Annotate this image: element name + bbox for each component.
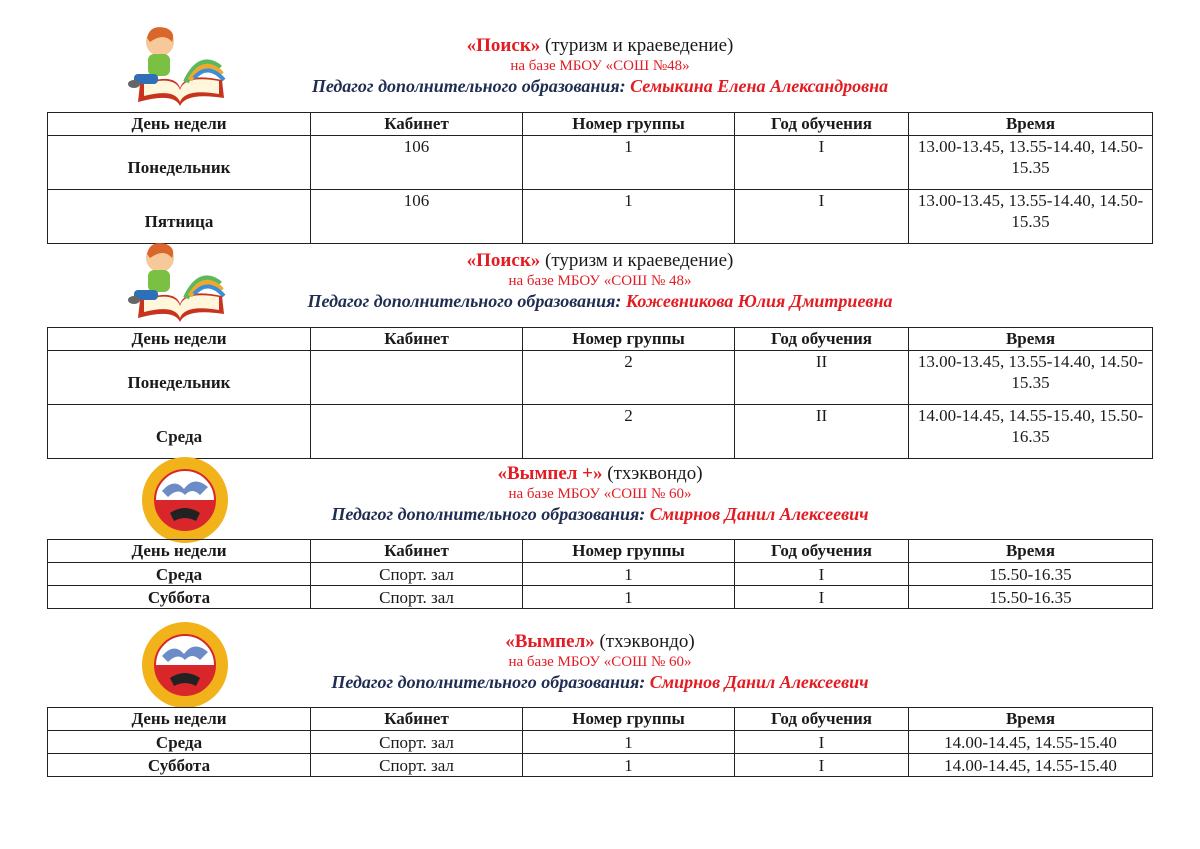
time-cell: 14.00-14.45, 14.55-15.40 (909, 731, 1153, 754)
year-cell: I (735, 136, 909, 190)
column-header: Кабинет (311, 708, 523, 731)
club-subtitle: (тхэквондо) (602, 463, 703, 484)
section-title-line (0, 35, 1200, 57)
club-subtitle: (тхэквондо) (594, 631, 695, 652)
room-cell (311, 405, 523, 459)
column-header: Номер группы (523, 328, 735, 351)
club-name: «Поиск» (466, 250, 541, 271)
table-row (48, 754, 1153, 777)
teacher-name: Кожевникова Юлия Дмитриевна (625, 291, 893, 311)
schedule-table (47, 112, 1153, 244)
table-row (48, 586, 1153, 609)
column-header: День недели (48, 328, 311, 351)
school-base: на базе МБОУ «СОШ № 60» (508, 486, 692, 502)
column-header: Кабинет (311, 328, 523, 351)
year-cell: II (735, 405, 909, 459)
table-header-row (48, 328, 1153, 351)
column-header: Время (909, 113, 1153, 136)
table-row (48, 136, 1153, 190)
day-cell: Суббота (48, 586, 311, 609)
table-row (48, 190, 1153, 244)
column-header: День недели (48, 708, 311, 731)
column-header: Номер группы (523, 113, 735, 136)
time-cell: 15.50-16.35 (909, 586, 1153, 609)
room-cell: 106 (311, 190, 523, 244)
section-title-line (0, 631, 1200, 653)
year-cell: II (735, 351, 909, 405)
table-header-row (48, 708, 1153, 731)
section-title-line (0, 463, 1200, 485)
school-base: на базе МБОУ «СОШ №48» (510, 58, 690, 74)
column-header: Номер группы (523, 540, 735, 563)
table-row (48, 351, 1153, 405)
teacher-name: Смирнов Данил Алексеевич (649, 504, 869, 524)
club-name: «Поиск» (466, 35, 541, 56)
room-cell: Спорт. зал (311, 586, 523, 609)
column-header: Кабинет (311, 113, 523, 136)
group-cell: 1 (523, 563, 735, 586)
club-name: «Вымпел» (505, 631, 595, 652)
table-header-row (48, 113, 1153, 136)
column-header: День недели (48, 113, 311, 136)
section-header (0, 250, 1200, 312)
column-header: Год обучения (735, 540, 909, 563)
schedule-table (47, 707, 1153, 777)
day-cell: Среда (48, 731, 311, 754)
year-cell: I (735, 563, 909, 586)
teacher-line (0, 671, 1200, 693)
club-subtitle: (туризм и краеведение) (540, 35, 734, 56)
day-cell: Среда (48, 405, 311, 459)
teacher-name: Смирнов Данил Алексеевич (649, 672, 869, 692)
column-header: Время (909, 708, 1153, 731)
time-cell: 14.00-14.45, 14.55-15.40, 15.50-16.35 (909, 405, 1153, 459)
column-header: Время (909, 328, 1153, 351)
time-cell: 13.00-13.45, 13.55-14.40, 14.50-15.35 (909, 351, 1153, 405)
year-cell: I (735, 754, 909, 777)
table-row (48, 405, 1153, 459)
club-name: «Вымпел +» (497, 463, 603, 484)
school-base: на базе МБОУ «СОШ № 60» (508, 654, 692, 670)
table-row (48, 563, 1153, 586)
schedule-table (47, 327, 1153, 459)
group-cell: 1 (523, 586, 735, 609)
teacher-line (0, 75, 1200, 97)
club-subtitle: (туризм и краеведение) (540, 250, 734, 271)
day-cell: Среда (48, 563, 311, 586)
column-header: День недели (48, 540, 311, 563)
group-cell: 1 (523, 754, 735, 777)
group-cell: 1 (523, 731, 735, 754)
time-cell: 13.00-13.45, 13.55-14.40, 14.50-15.35 (909, 136, 1153, 190)
teacher-label: Педагог дополнительного образования: (311, 76, 631, 96)
time-cell: 13.00-13.45, 13.55-14.40, 14.50-15.35 (909, 190, 1153, 244)
column-header: Год обучения (735, 708, 909, 731)
day-cell: Понедельник (48, 351, 311, 405)
schedule-table (47, 539, 1153, 609)
teacher-label: Педагог дополнительного образования: (307, 291, 626, 311)
group-cell: 2 (523, 405, 735, 459)
room-cell: Спорт. зал (311, 754, 523, 777)
time-cell: 14.00-14.45, 14.55-15.40 (909, 754, 1153, 777)
teacher-label: Педагог дополнительного образования: (331, 672, 650, 692)
day-cell: Суббота (48, 754, 311, 777)
group-cell: 2 (523, 351, 735, 405)
teacher-line (0, 290, 1200, 312)
table-row (48, 731, 1153, 754)
day-cell: Пятница (48, 190, 311, 244)
room-cell: Спорт. зал (311, 731, 523, 754)
section-header (0, 35, 1200, 97)
section-header (0, 463, 1200, 525)
table-header-row (48, 540, 1153, 563)
section-header (0, 631, 1200, 693)
room-cell (311, 351, 523, 405)
group-cell: 1 (523, 190, 735, 244)
room-cell: 106 (311, 136, 523, 190)
column-header: Год обучения (735, 113, 909, 136)
teacher-name: Семыкина Елена Александровна (630, 76, 889, 96)
year-cell: I (735, 190, 909, 244)
teacher-label: Педагог дополнительного образования: (331, 504, 650, 524)
column-header: Год обучения (735, 328, 909, 351)
year-cell: I (735, 586, 909, 609)
column-header: Номер группы (523, 708, 735, 731)
room-cell: Спорт. зал (311, 563, 523, 586)
group-cell: 1 (523, 136, 735, 190)
day-cell: Понедельник (48, 136, 311, 190)
school-base: на базе МБОУ «СОШ № 48» (508, 273, 692, 289)
column-header: Время (909, 540, 1153, 563)
time-cell: 15.50-16.35 (909, 563, 1153, 586)
teacher-line (0, 503, 1200, 525)
column-header: Кабинет (311, 540, 523, 563)
section-title-line (0, 250, 1200, 272)
year-cell: I (735, 731, 909, 754)
